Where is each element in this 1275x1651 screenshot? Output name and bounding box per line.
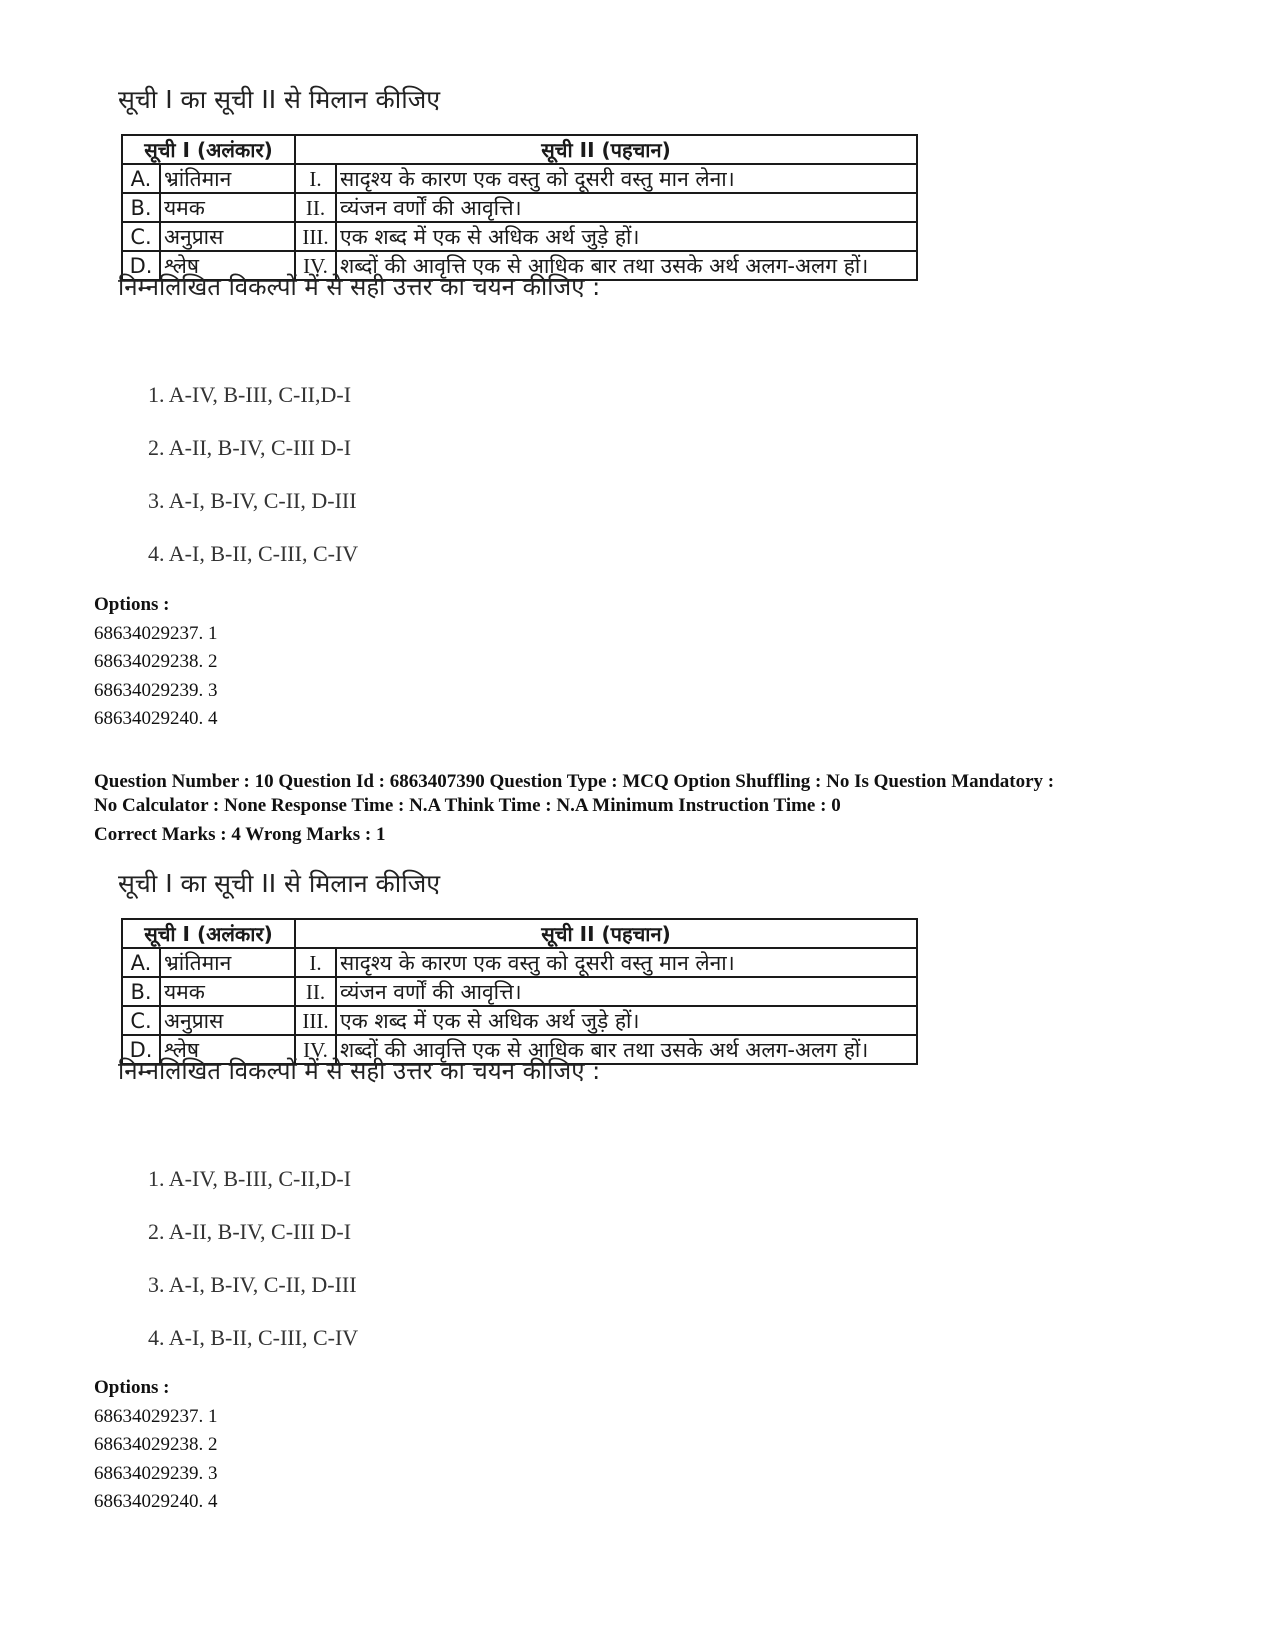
row-roman: I. [295,164,336,193]
row-letter: D. [122,1035,160,1064]
match-table [121,134,918,281]
row-list1: भ्रांतिमान [160,948,295,977]
row-list2: शब्दों की आवृत्ति एक से आधिक बार तथा उसके अर्थ अलग-अलग हों। [336,1035,917,1064]
row-letter: C. [122,222,160,251]
table-row [122,222,917,251]
row-list2: सादृश्य के कारण एक वस्तु को दूसरी वस्तु मान लेना। [336,164,917,193]
option-4: 68634029240. 4 [94,1491,218,1512]
row-letter: A. [122,948,160,977]
question-heading: सूची I का सूची II से मिलान कीजिए [118,869,441,898]
row-letter: A. [122,164,160,193]
question-marks-line: Correct Marks : 4 Wrong Marks : 1 [94,824,386,845]
question-meta-line-2: No Calculator : None Response Time : N.A Think Time : N.A Minimum Instruction Time : 0 [94,795,841,816]
row-list1: यमक [160,977,295,1006]
row-letter: C. [122,1006,160,1035]
choice-3: 3. A-I, B-IV, C-II, D-III [148,1272,357,1297]
row-list1: भ्रांतिमान [160,164,295,193]
row-roman: II. [295,193,336,222]
choice-4: 4. A-I, B-II, C-III, C-IV [148,1325,359,1350]
table-row [122,948,917,977]
question-heading: सूची I का सूची II से मिलान कीजिए [118,85,441,114]
choice-4: 4. A-I, B-II, C-III, C-IV [148,541,359,566]
row-list1: अनुप्रास [160,222,295,251]
options-label: Options : [94,594,170,615]
table-row [122,193,917,222]
table-header-row [122,919,917,948]
row-list2: व्यंजन वर्णों की आवृत्ति। [336,193,917,222]
option-2: 68634029238. 2 [94,1434,218,1455]
choice-3: 3. A-I, B-IV, C-II, D-III [148,488,357,513]
row-roman: III. [295,1006,336,1035]
option-1: 68634029237. 1 [94,623,218,644]
row-list1: श्लेष [160,251,295,280]
option-4: 68634029240. 4 [94,708,218,729]
list1-header: सूची I (अलंकार) [122,919,295,948]
row-list2: शब्दों की आवृत्ति एक से आधिक बार तथा उसके अर्थ अलग-अलग हों। [336,251,917,280]
option-1: 68634029237. 1 [94,1406,218,1427]
row-list1: यमक [160,193,295,222]
row-letter: B. [122,977,160,1006]
row-list2: एक शब्द में एक से अधिक अर्थ जुड़े हों। [336,1006,917,1035]
list2-header: सूची II (पहचान) [295,919,917,948]
table-row [122,1006,917,1035]
row-roman: IV. [295,251,336,280]
choice-2: 2. A-II, B-IV, C-III D-I [148,1219,352,1244]
row-list1: श्लेष [160,1035,295,1064]
row-letter: B. [122,193,160,222]
row-roman: III. [295,222,336,251]
question-instruction: निम्नलिखित विकल्पों में से सही उत्तर का चयन कीजिए : [118,1057,601,1085]
row-list1: अनुप्रास [160,1006,295,1035]
table-header-row [122,135,917,164]
list1-header: सूची I (अलंकार) [122,135,295,164]
choice-1: 1. A-IV, B-III, C-II,D-I [148,1166,352,1191]
choice-2: 2. A-II, B-IV, C-III D-I [148,435,352,460]
row-letter: D. [122,251,160,280]
list2-header: सूची II (पहचान) [295,135,917,164]
option-3: 68634029239. 3 [94,1463,218,1484]
row-roman: IV. [295,1035,336,1064]
row-list2: व्यंजन वर्णों की आवृत्ति। [336,977,917,1006]
question-instruction: निम्नलिखित विकल्पों में से सही उत्तर का चयन कीजिए : [118,273,601,301]
table-row [122,164,917,193]
table-row [122,977,917,1006]
question-meta-line-1: Question Number : 10 Question Id : 6863407390 Question Type : MCQ Option Shuffling : No Is Question Mandatory : [94,771,1055,792]
match-table [121,918,918,1065]
option-3: 68634029239. 3 [94,680,218,701]
row-roman: I. [295,948,336,977]
row-list2: सादृश्य के कारण एक वस्तु को दूसरी वस्तु मान लेना। [336,948,917,977]
options-label: Options : [94,1377,170,1398]
row-roman: II. [295,977,336,1006]
choice-1: 1. A-IV, B-III, C-II,D-I [148,382,352,407]
row-list2: एक शब्द में एक से अधिक अर्थ जुड़े हों। [336,222,917,251]
option-2: 68634029238. 2 [94,651,218,672]
